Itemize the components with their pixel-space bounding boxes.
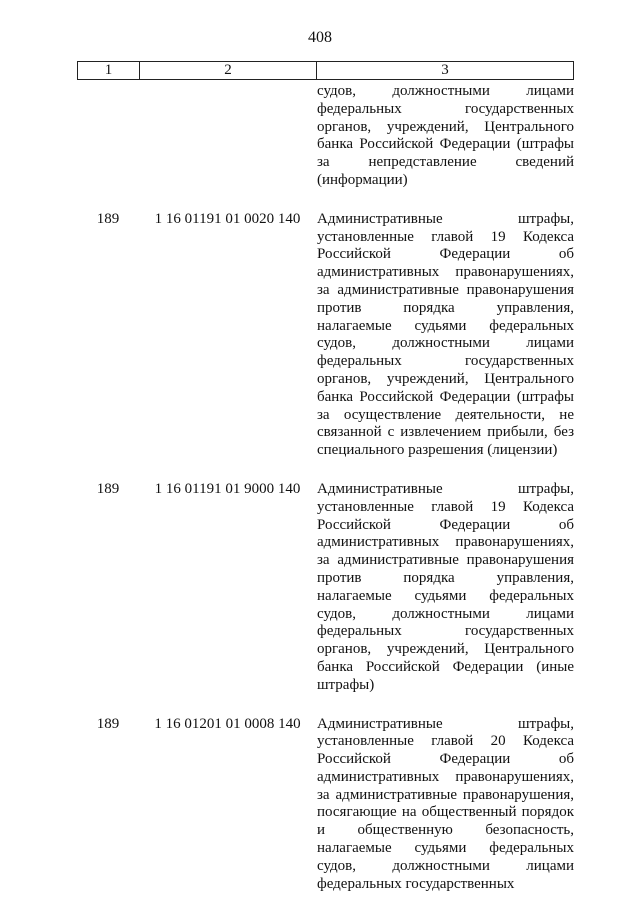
description-line: органов, учреждений, Центрального [317,118,574,135]
description-line: административных правонарушениях, [317,264,574,281]
description-line: административных правонарушениях, [317,534,574,551]
description-line: за непредставление сведений [317,154,574,171]
description-line: Российской Федерации об [317,516,574,533]
description-line: Административные штрафы, [317,715,574,732]
description-line: банка Российской Федерации (штрафы [317,136,574,153]
description-line: за административные правонарушения [317,281,574,298]
description-line: органов, учреждений, Центрального [317,641,574,658]
description-line: за административные правонарушения, [317,786,574,803]
description-line: налагаемые судьями федеральных [317,317,574,334]
description-line: установленные главой 19 Кодекса [317,498,574,515]
description-line: связанной с извлечением прибыли, без [317,424,574,441]
page-number: 408 [308,29,332,46]
description-line: федеральных государственных [317,875,515,892]
description-line: налагаемые судьями федеральных [317,587,574,604]
table-row [77,716,574,894]
description-line: Российской Федерации об [317,751,574,768]
description-line: административных правонарушениях, [317,768,574,785]
description-line: федеральных государственных [317,100,574,117]
description-line: за административные правонарушения [317,552,574,569]
description-line: Российской Федерации об [317,246,574,263]
description-line: федеральных государственных [317,623,574,640]
description-cell [316,83,574,190]
description-line: специального разрешения (лицензии) [317,442,558,459]
table-header-col-1: 1 [78,62,140,79]
description-line: и общественную безопасность, [317,822,574,839]
table-header-col-2: 2 [140,62,317,79]
admin-code-cell: 189 [96,480,120,497]
description-line: судов, должностными лицами [317,335,574,352]
table-header-col-3: 3 [441,62,449,78]
description-line: судов, должностными лицами [317,605,574,622]
admin-code-cell: 189 [96,715,120,732]
table-header-row [77,61,574,80]
description-line: органов, учреждений, Центрального [317,370,574,387]
table-row [77,481,574,695]
table-row [77,211,574,460]
description-line: установленные главой 20 Кодекса [317,733,574,750]
description-line: федеральных государственных [317,353,574,370]
budget-code-cell: 1 16 01191 01 0020 140 [154,210,301,227]
admin-code-cell: 189 [96,210,120,227]
table-body [77,83,574,893]
budget-code-cell: 1 16 01191 01 9000 140 [154,480,301,497]
description-line: (информации) [317,171,408,188]
description-cell [316,211,574,460]
description-line: Административные штрафы, [317,210,574,227]
description-cell [316,481,574,695]
description-line: установленные главой 19 Кодекса [317,228,574,245]
budget-code-cell: 1 16 01201 01 0008 140 [154,715,301,732]
description-line: судов, должностными лицами [317,83,574,99]
description-line: судов, должностными лицами [317,857,574,874]
table-row [77,83,574,190]
description-line: налагаемые судьями федеральных [317,840,574,857]
description-line: банка Российской Федерации (штрафы [317,388,574,405]
description-line: против порядка управления, [317,569,574,586]
description-line: за осуществление деятельности, не [317,406,574,423]
description-cell [316,716,574,894]
description-line: штрафы) [317,676,375,693]
description-line: посягающие на общественный порядок [317,804,574,821]
description-line: банка Российской Федерации (иные [317,658,574,675]
description-line: Административные штрафы, [317,480,574,497]
description-line: против порядка управления, [317,299,574,316]
